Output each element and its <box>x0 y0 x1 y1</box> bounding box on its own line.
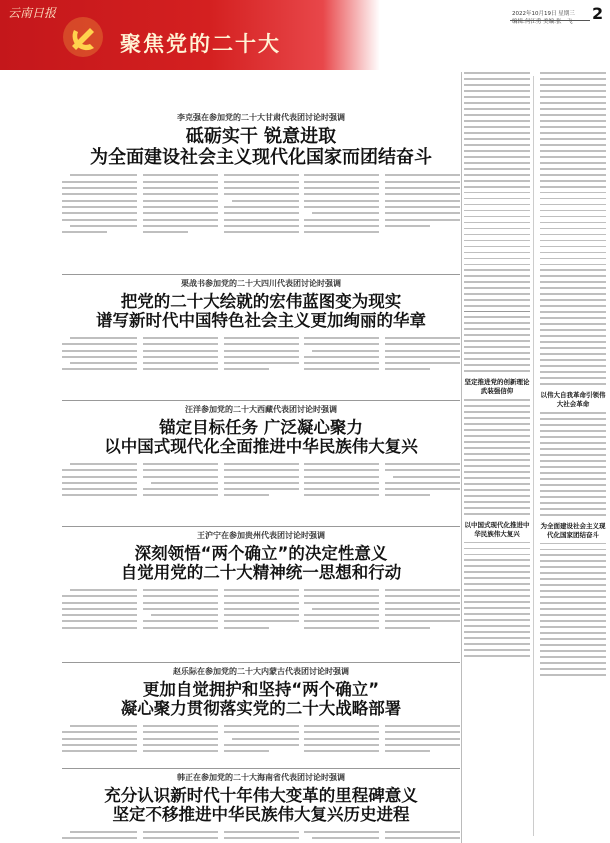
article-subhead: 赵乐际在参加党的二十大内蒙古代表团讨论时强调 <box>173 666 349 676</box>
section-separator <box>464 311 530 312</box>
article-headline <box>62 544 460 583</box>
body-column <box>385 725 460 756</box>
headline-line: 充分认识新时代十年伟大变革的里程碑意义 <box>104 786 418 805</box>
body-column <box>62 174 137 237</box>
article-headline <box>62 786 460 825</box>
article-headline <box>62 418 460 457</box>
headline-line: 自觉用党的二十大精神统一思想和行动 <box>120 563 402 583</box>
article-separator <box>62 768 460 769</box>
article-separator <box>62 526 460 527</box>
article-4 <box>62 530 460 633</box>
article-separator <box>62 274 460 275</box>
right-subcolumn-a <box>464 72 530 661</box>
article-2 <box>62 278 460 375</box>
article-headline <box>62 680 460 719</box>
article-body <box>62 589 460 633</box>
headline-line: 为全面建设社会主义现代化国家而团结奋斗 <box>90 147 432 169</box>
body-column <box>385 463 460 501</box>
article-headline <box>62 126 460 168</box>
body-column <box>143 463 218 501</box>
body-column <box>224 337 299 375</box>
article-separator <box>62 400 460 401</box>
article-subhead: 王沪宁在参加贵州代表团讨论时强调 <box>197 530 325 540</box>
column-divider <box>461 72 462 843</box>
body-column <box>385 174 460 237</box>
article-body <box>62 831 460 843</box>
section-heading: 以伟大自我革命引领伟大社会革命 <box>540 390 606 408</box>
main-news-column <box>62 78 460 843</box>
body-column <box>304 725 379 756</box>
headline-line: 深刻领悟“两个确立”的决定性意义 <box>134 544 388 563</box>
right-subcolumn-b <box>540 72 606 680</box>
body-column <box>62 589 137 633</box>
issue-date: 2022年10月19日 星期三 <box>512 11 575 17</box>
section-heading: 以中国式现代化推进中华民族伟大复兴 <box>464 520 530 538</box>
body-column <box>62 337 137 375</box>
section-banner <box>0 0 380 70</box>
body-column <box>143 337 218 375</box>
article-subhead: 韩正在参加党的二十大海南省代表团讨论时强调 <box>177 772 345 782</box>
headline-line: 凝心聚力贯彻落实党的二十大战略部署 <box>120 699 402 719</box>
body-column <box>224 463 299 501</box>
article-5 <box>62 666 460 756</box>
body-column <box>224 174 299 237</box>
headline-line: 以中国式现代化全面推进中华民族伟大复兴 <box>104 437 418 457</box>
article-body <box>62 337 460 375</box>
headline-line: 更加自觉拥护和坚持“两个确立” <box>142 680 380 699</box>
body-column <box>143 725 218 756</box>
body-column <box>304 589 379 633</box>
body-column <box>304 337 379 375</box>
newspaper-logo: 云南日报 <box>8 6 57 20</box>
section-heading: 坚定推进党的创新理论武装强信仰 <box>464 378 530 396</box>
body-column <box>143 831 218 843</box>
section-heading: 为全面建设社会主义现代化国家团结奋斗 <box>540 521 606 539</box>
article-1 <box>62 112 460 237</box>
page-number: 2 <box>592 4 604 23</box>
headline-line: 把党的二十大绘就的宏伟蓝图变为现实 <box>120 292 402 311</box>
issue-editors: 编辑:何江勇 美编:张一飞 <box>512 19 573 25</box>
headline-line: 砥砺实干 锐意进取 <box>185 126 337 147</box>
article-6 <box>62 772 460 843</box>
body-column <box>385 589 460 633</box>
article-subhead: 汪洋参加党的二十大西藏代表团讨论时强调 <box>185 404 337 414</box>
body-column <box>62 831 137 843</box>
body-column <box>224 831 299 843</box>
headline-line: 坚定不移推进中华民族伟大复兴历史进程 <box>112 805 410 825</box>
body-column <box>224 589 299 633</box>
body-column <box>304 463 379 501</box>
body-column <box>62 463 137 501</box>
section-title: 聚焦党的二十大 <box>120 32 281 56</box>
article-body <box>62 463 460 501</box>
article-3 <box>62 404 460 501</box>
body-column <box>143 589 218 633</box>
article-subhead: 栗战书参加党的二十大四川代表团讨论时强调 <box>181 278 341 288</box>
article-headline <box>62 292 460 331</box>
meta-rule <box>510 20 590 21</box>
article-separator <box>62 662 460 663</box>
body-column <box>304 174 379 237</box>
headline-line: 锚定目标任务 广泛凝心聚力 <box>159 418 363 437</box>
body-column <box>224 725 299 756</box>
body-column <box>304 831 379 843</box>
body-column <box>385 337 460 375</box>
article-body <box>62 174 460 237</box>
body-column <box>143 174 218 237</box>
article-body <box>62 725 460 756</box>
headline-line: 谱写新时代中国特色社会主义更加绚丽的华章 <box>96 311 426 331</box>
body-column <box>385 831 460 843</box>
body-column <box>62 725 137 756</box>
masthead <box>0 0 610 70</box>
issue-meta <box>512 10 596 26</box>
article-subhead: 李克强在参加党的二十大甘肃代表团讨论时强调 <box>177 112 345 122</box>
right-news-column <box>464 72 610 843</box>
party-emblem-icon <box>60 14 106 60</box>
